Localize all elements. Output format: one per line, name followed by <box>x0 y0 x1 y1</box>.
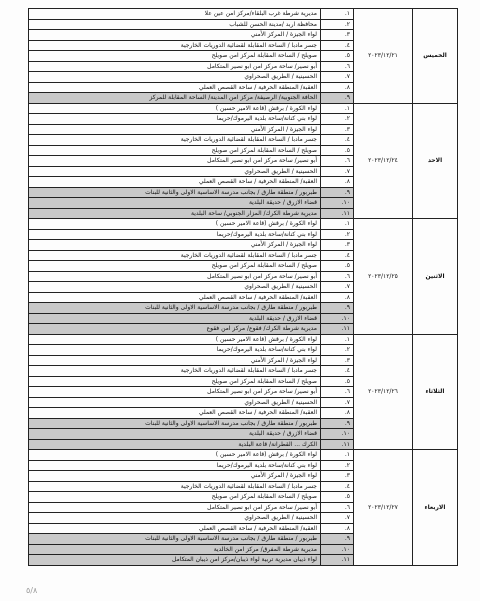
row-number-cell: ١. <box>321 450 354 461</box>
row-number-cell: ٧. <box>321 166 354 177</box>
row-number-cell: ٦. <box>321 61 354 72</box>
row-number-cell: ٧. <box>321 513 354 524</box>
location-cell: طبربور / منطقة طارق / بجانب مدرسة الاساسية الاولى والثانية للبنات <box>29 303 321 314</box>
row-number-cell: ٧. <box>321 282 354 293</box>
location-cell: الكرك ... القطرانة/ قاعة البلدية <box>29 439 321 450</box>
row-number-cell: ١١. <box>321 555 354 566</box>
location-cell: الحافة الجنوبية/ الرصيفة/ مركز امن المدينة/ الساحة المقابلة للمركز <box>29 93 321 104</box>
location-cell: صويلح / الساحة المقابلة لمركز امن صويلح <box>29 492 321 503</box>
location-cell: قضاء الازرق / حديقة البلدية <box>29 429 321 440</box>
row-number-cell: ١. <box>321 103 354 114</box>
location-cell: لواء بني كنانة/ساحة بلدية اليرموك/حريما <box>29 345 321 356</box>
location-cell: لواء الجيزة / المركز الأمني <box>29 240 321 251</box>
row-number-cell: ٥. <box>321 376 354 387</box>
location-cell: قضاء الازرق / حديقة البلدية <box>29 313 321 324</box>
row-number-cell: ٤. <box>321 135 354 146</box>
row-number-cell: ١١. <box>321 208 354 219</box>
row-number-cell: ٤. <box>321 481 354 492</box>
row-number-cell: ٤. <box>321 366 354 377</box>
location-cell: لواء الجيزة / المركز الأمني <box>29 471 321 482</box>
location-cell: قضاء الازرق / حديقة البلدية <box>29 198 321 209</box>
location-cell: لواء الكورة / برقش (قاعة الامير حسين ) <box>29 219 321 230</box>
location-cell: مديرية شرطة الكرك/ فقوع/ مركز امن فقوع <box>29 324 321 335</box>
location-cell: العقبة/ المنطقة الحرفية / ساحة القصص العملي <box>29 177 321 188</box>
location-cell: لواء الكورة / برقش (قاعة الامير حسين ) <box>29 334 321 345</box>
row-number-cell: ١١. <box>321 324 354 335</box>
row-number-cell: ٣. <box>321 30 354 41</box>
row-number-cell: ١٠. <box>321 198 354 209</box>
location-cell: صويلح / الساحة المقابلة لمركز امن صويلح <box>29 145 321 156</box>
location-cell: محافظة اربد /مدينة الحسن للشباب <box>29 19 321 30</box>
location-cell: مديرية شرطة الكرك/ المزار الجنوبي/ ساحة البلدية <box>29 208 321 219</box>
location-cell: أبو نصير/ ساحة مركز امن ابو نصير المتكامل <box>29 61 321 72</box>
row-number-cell: ٨. <box>321 523 354 534</box>
row-number-cell: ٢. <box>321 345 354 356</box>
row-number-cell: ٨. <box>321 82 354 93</box>
row-number-cell: ٥. <box>321 51 354 62</box>
date-cell: ٢٠٢٣/١٢/٢٤ <box>354 103 413 219</box>
row-number-cell: ٢. <box>321 114 354 125</box>
location-cell: لواء الجيزة / المركز الأمني <box>29 355 321 366</box>
location-cell: لواء ذيبان مديرية تربية لواء ذيبان/مركز امن ذيبان المتكامل <box>29 555 321 566</box>
location-cell: طبربور / منطقة طارق / بجانب مدرسة الاساسية الاولى والثانية للبنات <box>29 418 321 429</box>
row-number-cell: ٨. <box>321 292 354 303</box>
row-number-cell: ١٠. <box>321 313 354 324</box>
schedule-row <box>29 103 458 114</box>
row-number-cell: ٣. <box>321 124 354 135</box>
page-number: ٥/٨ <box>26 586 38 595</box>
location-cell: أبو نصير/ ساحة مركز امن ابو نصير المتكامل <box>29 156 321 167</box>
row-number-cell: ٩. <box>321 534 354 545</box>
location-cell: مديرية شرطة المفرق/ مركز امن الخالدية <box>29 544 321 555</box>
location-cell: مديرية شرطة غرب البلقاء/مركز امن عين علا <box>29 9 321 20</box>
location-cell: العقبة/ المنطقة الحرفية / ساحة القصص العملي <box>29 408 321 419</box>
date-cell: ٢٠٢٣/١٢/٢٦ <box>354 334 413 450</box>
row-number-cell: ٣. <box>321 471 354 482</box>
day-name-cell: الاربعاء <box>413 450 458 566</box>
row-number-cell: ٩. <box>321 418 354 429</box>
day-name-cell: الاثنين <box>413 219 458 335</box>
row-number-cell: ٥. <box>321 492 354 503</box>
location-cell: لواء بني كنانة/ساحة بلدية اليرموك/حريما <box>29 229 321 240</box>
row-number-cell: ٣. <box>321 355 354 366</box>
location-cell: جسر مادبا / الساحة المقابلة لقضائية الدوريات الخارجية <box>29 366 321 377</box>
row-number-cell: ٢. <box>321 460 354 471</box>
day-name-cell: الثلاثاء <box>413 334 458 450</box>
date-cell: ٢٠٢٣/١٢/٢٧ <box>354 450 413 566</box>
row-number-cell: ١٠. <box>321 544 354 555</box>
date-cell: ٢٠٢٣/١٢/٢٥ <box>354 219 413 335</box>
schedule-row <box>29 334 458 345</box>
location-cell: صويلح / الساحة المقابلة لمركز امن صويلح <box>29 51 321 62</box>
location-cell: العقبة/ المنطقة الحرفية / ساحة القصص العملي <box>29 292 321 303</box>
location-cell: طبربور / منطقة طارق / بجانب مدرسة الاساسية الاولى والثانية للبنات <box>29 187 321 198</box>
row-number-cell: ٩. <box>321 93 354 104</box>
location-cell: العقبة/ المنطقة الحرفية / ساحة القصص العملي <box>29 82 321 93</box>
row-number-cell: ٦. <box>321 271 354 282</box>
schedule-row <box>29 450 458 461</box>
location-cell: صويلح / الساحة المقابلة لمركز امن صويلح <box>29 261 321 272</box>
row-number-cell: ١٠. <box>321 429 354 440</box>
row-number-cell: ٨. <box>321 408 354 419</box>
location-cell: الحسينية / الطريق الصحراوي <box>29 397 321 408</box>
row-number-cell: ٩. <box>321 187 354 198</box>
row-number-cell: ١. <box>321 334 354 345</box>
location-cell: جسر مادبا / الساحة المقابلة لقضائية الدوريات الخارجية <box>29 250 321 261</box>
location-cell: لواء الكورة / برقش (قاعة الامير حسين ) <box>29 450 321 461</box>
location-cell: جسر مادبا / الساحة المقابلة لقضائية الدوريات الخارجية <box>29 481 321 492</box>
location-cell: لواء الجيزة / المركز الأمني <box>29 124 321 135</box>
day-name-cell: الاحد <box>413 103 458 219</box>
row-number-cell: ٨. <box>321 177 354 188</box>
location-cell: لواء الكورة / برقش (قاعة الامير حسين ) <box>29 103 321 114</box>
schedule-row <box>29 219 458 230</box>
row-number-cell: ٩. <box>321 303 354 314</box>
location-cell: أبو نصير/ ساحة مركز امن ابو نصير المتكامل <box>29 387 321 398</box>
location-cell: صويلح / الساحة المقابلة لمركز امن صويلح <box>29 376 321 387</box>
schedule-table <box>28 8 458 566</box>
location-cell: أبو نصير/ ساحة مركز امن ابو نصير المتكامل <box>29 271 321 282</box>
row-number-cell: ٦. <box>321 156 354 167</box>
row-number-cell: ٥. <box>321 261 354 272</box>
row-number-cell: ١. <box>321 219 354 230</box>
row-number-cell: ٧. <box>321 397 354 408</box>
location-cell: طبربور / منطقة طارق / بجانب مدرسة الاساسية الاولى والثانية للبنات <box>29 534 321 545</box>
day-name-cell: الخميس <box>413 9 458 104</box>
location-cell: الحسينية / الطريق الصحراوي <box>29 166 321 177</box>
row-number-cell: ٤. <box>321 250 354 261</box>
row-number-cell: ٧. <box>321 72 354 83</box>
row-number-cell: ٢. <box>321 19 354 30</box>
date-cell: ٢٠٢٣/١٢/٢١ <box>354 9 413 104</box>
schedule-row <box>29 9 458 20</box>
location-cell: لواء بني كنانة/ساحة بلدية اليرموك/حريما <box>29 460 321 471</box>
row-number-cell: ١١. <box>321 439 354 450</box>
location-cell: لواء الجيزة / المركز الأمني <box>29 30 321 41</box>
row-number-cell: ٦. <box>321 387 354 398</box>
location-cell: الحسينية / الطريق الصحراوي <box>29 282 321 293</box>
location-cell: جسر مادبا / الساحة المقابلة لقضائية الدوريات الخارجية <box>29 40 321 51</box>
row-number-cell: ٤. <box>321 40 354 51</box>
row-number-cell: ٢. <box>321 229 354 240</box>
location-cell: لواء بني كنانة/ساحة بلدية اليرموك/حريما <box>29 114 321 125</box>
location-cell: أبو نصير/ ساحة مركز امن ابو نصير المتكامل <box>29 502 321 513</box>
location-cell: جسر مادبا / الساحة المقابلة لقضائية الدوريات الخارجية <box>29 135 321 146</box>
location-cell: الحسينية / الطريق الصحراوي <box>29 513 321 524</box>
row-number-cell: ٣. <box>321 240 354 251</box>
location-cell: العقبة/ المنطقة الحرفية / ساحة القصص العملي <box>29 523 321 534</box>
row-number-cell: ٦. <box>321 502 354 513</box>
row-number-cell: ١. <box>321 9 354 20</box>
row-number-cell: ٥. <box>321 145 354 156</box>
location-cell: الحسينية / الطريق الصحراوي <box>29 72 321 83</box>
